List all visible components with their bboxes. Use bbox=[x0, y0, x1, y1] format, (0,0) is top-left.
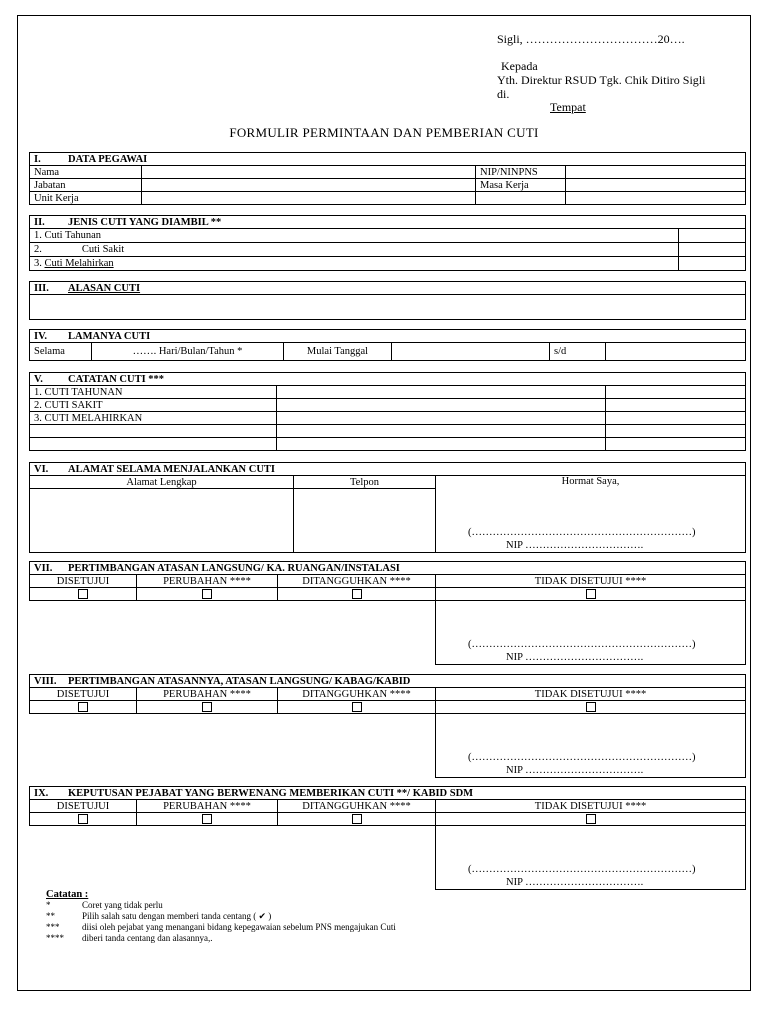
hormat-saya: Hormat Saya, bbox=[436, 476, 746, 553]
label-telpon: Telpon bbox=[294, 476, 436, 489]
tempat-label: Tempat bbox=[550, 100, 586, 114]
field-alamat[interactable] bbox=[30, 489, 294, 553]
checkbox-disetujui[interactable] bbox=[78, 814, 88, 824]
field-unit-kerja[interactable] bbox=[142, 192, 476, 205]
checkbox-disetujui[interactable] bbox=[78, 589, 88, 599]
checkbox-ditangguhkan[interactable] bbox=[352, 814, 362, 824]
checkbox-tidak-disetujui[interactable] bbox=[586, 589, 596, 599]
checkbox-tidak-disetujui[interactable] bbox=[586, 702, 596, 712]
field-alasan-cuti[interactable] bbox=[30, 295, 746, 320]
form-title: FORMULIR PERMINTAAN DAN PEMBERIAN CUTI bbox=[229, 125, 539, 140]
recipient: Yth. Direktur RSUD Tgk. Chik Ditiro Sigli bbox=[497, 73, 706, 87]
section-header: IV. LAMANYA CUTI bbox=[30, 330, 746, 343]
section-header: VIII. PERTIMBANGAN ATASANNYA, ATASAN LANGSUNG/ KABAG/KABID bbox=[30, 675, 746, 688]
notes-title: Catatan : bbox=[46, 889, 89, 900]
field-nip[interactable] bbox=[566, 166, 746, 179]
note-item: **** diberi tanda centang dan alasannya,. bbox=[46, 933, 213, 943]
kepada: Kepada bbox=[501, 59, 538, 73]
checkbox-tidak-disetujui[interactable] bbox=[586, 814, 596, 824]
section-alasan-cuti bbox=[29, 281, 746, 320]
field-mulai-tanggal[interactable] bbox=[392, 343, 550, 361]
section-header: I. DATA PEGAWAI bbox=[30, 153, 746, 166]
field-lama-hari[interactable]: ……. Hari/Bulan/Tahun * bbox=[92, 343, 284, 361]
label-alamat-lengkap: Alamat Lengkap bbox=[30, 476, 294, 489]
section-pertimbangan-atasan: VII. PERTIMBANGAN ATASAN LANGSUNG/ KA. RUANGAN/INSTALASI DISETUJUI PERUBAHAN **** DITANGGUHKAN **** TIDAK DISETUJUI **** bbox=[29, 561, 746, 665]
check-cuti-sakit[interactable] bbox=[679, 243, 746, 257]
section-jenis-cuti bbox=[29, 215, 746, 271]
section-keputusan-pejabat: IX. KEPUTUSAN PEJABAT YANG BERWENANG MEMBERIKAN CUTI **/ KABID SDM DISETUJUI PERUBAHAN **** DITANGGUHKAN **** TIDAK DISETUJUI **** bbox=[29, 786, 746, 890]
option-cuti-melahirkan: 3. Cuti Melahirkan bbox=[30, 257, 679, 271]
check-cuti-tahunan[interactable] bbox=[679, 229, 746, 243]
field-nama[interactable] bbox=[142, 166, 476, 179]
note-item: * Coret yang tidak perlu bbox=[46, 900, 163, 910]
label-unit-kerja: Unit Kerja bbox=[30, 192, 142, 205]
checkbox-ditangguhkan[interactable] bbox=[352, 702, 362, 712]
section-header: VII. PERTIMBANGAN ATASAN LANGSUNG/ KA. RUANGAN/INSTALASI bbox=[30, 562, 746, 575]
section-pertimbangan-kabag: VIII. PERTIMBANGAN ATASANNYA, ATASAN LANGSUNG/ KABAG/KABID DISETUJUI PERUBAHAN **** DITANGGUHKAN **** TIDAK DISETUJUI **** bbox=[29, 674, 746, 778]
catatan-melahirkan: 3. CUTI MELAHIRKAN bbox=[30, 412, 277, 425]
checkbox-perubahan[interactable] bbox=[202, 589, 212, 599]
section-header: IX. KEPUTUSAN PEJABAT YANG BERWENANG MEMBERIKAN CUTI **/ KABID SDM bbox=[30, 787, 746, 800]
checkbox-ditangguhkan[interactable] bbox=[352, 589, 362, 599]
section-catatan-cuti bbox=[29, 372, 746, 451]
option-cuti-sakit: 2. Cuti Sakit bbox=[30, 243, 679, 257]
section-header: II. JENIS CUTI YANG DIAMBIL ** bbox=[30, 216, 746, 229]
label-mulai-tanggal: Mulai Tanggal bbox=[284, 343, 392, 361]
checkbox-perubahan[interactable] bbox=[202, 702, 212, 712]
section-lamanya-cuti bbox=[29, 329, 746, 361]
di-label: di. bbox=[497, 87, 510, 101]
section-data-pegawai bbox=[29, 152, 746, 205]
checkbox-perubahan[interactable] bbox=[202, 814, 212, 824]
option-cuti-tahunan: 1. Cuti Tahunan bbox=[30, 229, 679, 243]
note-item: *** diisi oleh pejabat yang menangani bidang kepegawaian sebelum PNS mengajukan Cuti bbox=[46, 922, 396, 932]
section-header: III. ALASAN CUTI bbox=[30, 282, 746, 295]
catatan-tahunan: 1. CUTI TAHUNAN bbox=[30, 386, 277, 399]
checkbox-disetujui[interactable] bbox=[78, 702, 88, 712]
place-date: Sigli, ……………………………20…. bbox=[497, 32, 685, 46]
label-jabatan: Jabatan bbox=[30, 179, 142, 192]
field-telpon[interactable] bbox=[294, 489, 436, 553]
section-header: VI. ALAMAT SELAMA MENJALANKAN CUTI bbox=[30, 463, 746, 476]
label-masa-kerja: Masa Kerja bbox=[476, 179, 566, 192]
section-header: V. CATATAN CUTI *** bbox=[30, 373, 746, 386]
field-jabatan[interactable] bbox=[142, 179, 476, 192]
field-masa-kerja[interactable] bbox=[566, 179, 746, 192]
label-selama: Selama bbox=[30, 343, 92, 361]
notes bbox=[46, 889, 396, 944]
catatan-sakit: 2. CUTI SAKIT bbox=[30, 399, 277, 412]
field-sampai-tanggal[interactable] bbox=[606, 343, 746, 361]
label-sd: s/d bbox=[550, 343, 606, 361]
check-cuti-melahirkan[interactable] bbox=[679, 257, 746, 271]
label-nip: NIP/NINPNS bbox=[476, 166, 566, 179]
note-item: ** Pilih salah satu dengan memberi tanda centang ( ✔ ) bbox=[46, 911, 272, 921]
label-nama: Nama bbox=[30, 166, 142, 179]
